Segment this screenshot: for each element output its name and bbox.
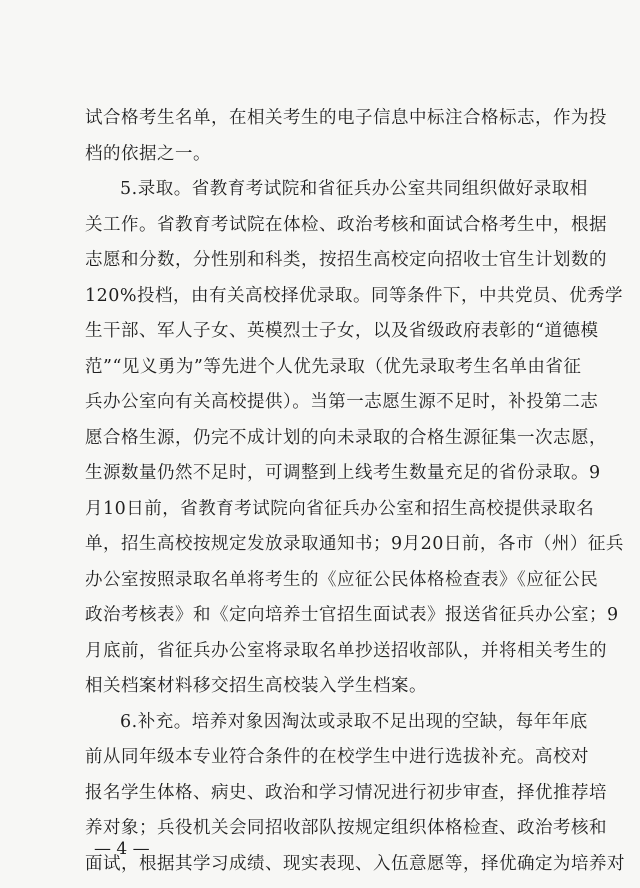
text-line: 前从同年级本专业符合条件的在校学生中进行选拔补充。高校对 [85,747,589,767]
text-line: 月底前，省征兵办公室将录取名单抄送招收部队，并将相关考生的 [85,641,607,661]
text-line: 志愿和分数，分性别和科类，按招生高校定向招收士官生计划数的 [85,250,607,270]
text-line: 相关档案材料移交招生高校装入学生档案。 [85,676,427,696]
text-line: 生源数量仍然不足时，可调整到上线考生数量充足的省份录取。9 [85,463,601,483]
text-line: 办公室按照录取名单将考生的《应征公民体格检查表》《应征公民 [85,570,599,590]
text-line: 单，招生高校按规定发放录取通知书；9月20日前，各市（州）征兵 [85,534,624,554]
text-line: 120%投档，由有关高校择优录取。同等条件下，中共党员、优秀学 [85,286,624,306]
text-line: 养对象；兵役机关会同招收部队按规定组织体格检查、政治考核和 [85,818,607,838]
text-line: 报名学生体格、病史、政治和学习情况进行初步审查，择优推荐培 [85,783,607,803]
text-line: 政治考核表》和《定向培养士官招生面试表》报送省征兵办公室；9 [85,605,619,625]
paragraph-5-start: 5.录取。省教育考试院和省征兵办公室共同组织做好录取相 [120,179,588,199]
text-line: 关工作。省教育考试院在体检、政治考核和面试合格考生中，根据 [85,215,607,235]
text-line: 生干部、军人子女、英模烈士子女，以及省级政府表彰的“道德模 [85,321,599,341]
text-line: 面试，根据其学习成绩、现实表现、入伍意愿等，择优确定为培养对 [85,854,625,874]
text-line: 试合格考生名单，在相关考生的电子信息中标注合格标志，作为投 [85,108,607,128]
text-line: 兵办公室向有关高校提供）。当第一志愿生源不足时，补投第二志 [85,392,599,412]
text-line: 月10日前，省教育考试院向省征兵办公室和招生高校提供录取名 [85,499,595,519]
text-line: 范”“见义勇为”等先进个人优先录取（优先录取考生名单由省征 [85,357,582,377]
page-number: — 4 — [94,839,150,859]
paragraph-6-start: 6.补充。培养对象因淘汰或录取不足出现的空缺，每年年底 [120,712,588,732]
text-line: 档的依据之一。 [85,144,211,164]
text-line: 愿合格生源，仍完不成计划的向未录取的合格生源征集一次志愿， [85,428,607,448]
